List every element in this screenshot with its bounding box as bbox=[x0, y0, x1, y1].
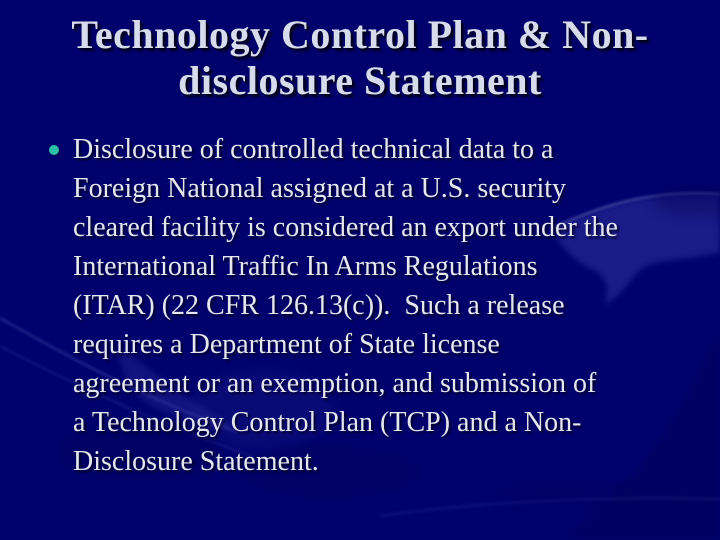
light-streak-bottom bbox=[380, 498, 720, 516]
body-line: agreement or an exemption, and submission of bbox=[73, 368, 597, 399]
body-line: requires a Department of State license bbox=[73, 329, 500, 360]
slide-title-line-2: disclosure Statement bbox=[178, 58, 542, 103]
slide-title-line-1: Technology Control Plan & Non- bbox=[71, 12, 649, 57]
body-line: Foreign National assigned at a U.S. security bbox=[73, 173, 567, 204]
bullet-dot-icon bbox=[49, 145, 59, 155]
body-line: a Technology Control Plan (TCP) and a Non- bbox=[73, 407, 582, 438]
body-line: cleared facility is considered an export under the bbox=[73, 212, 618, 243]
body-line: International Traffic In Arms Regulations bbox=[73, 251, 538, 282]
body-line: Disclosure of controlled technical data to a bbox=[73, 134, 554, 165]
body-line: (ITAR) (22 CFR 126.13(c)). Such a release bbox=[73, 290, 565, 321]
bullet-item bbox=[73, 130, 710, 481]
body-line: Disclosure Statement. bbox=[73, 446, 319, 477]
slide-title bbox=[0, 12, 720, 104]
